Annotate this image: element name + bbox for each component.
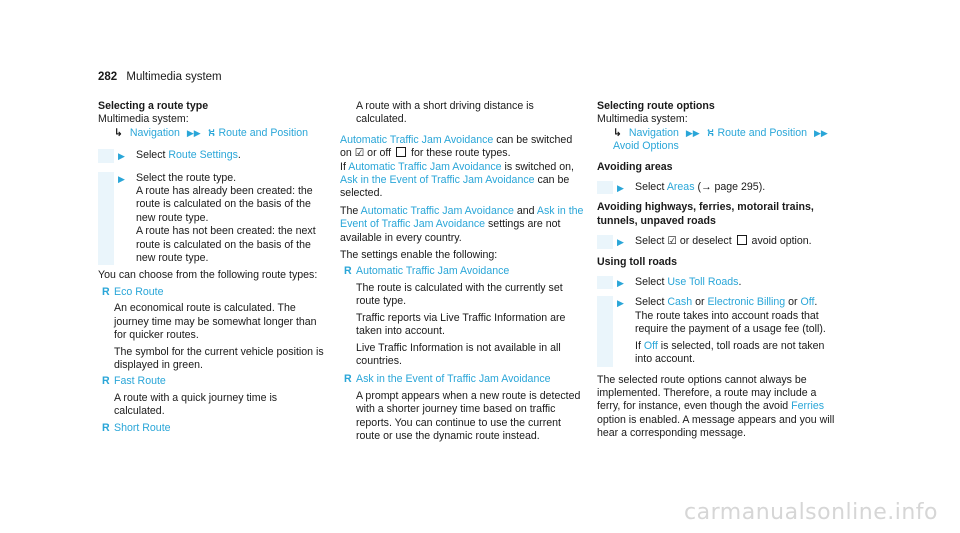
step-avoid-option: ▶ Select ☑ or deselect avoid option. <box>597 235 837 248</box>
menu-path <box>114 127 330 140</box>
path-navigation[interactable]: Navigation <box>129 126 180 139</box>
step-arrow-icon: ▶ <box>118 173 125 184</box>
route-icon: ⛕ <box>207 126 216 139</box>
eco-route-option[interactable]: Eco Route <box>114 285 164 298</box>
checkbox-checked-icon: ☑ <box>354 147 365 160</box>
route-icon: ⛕ <box>706 126 715 139</box>
step-arrow-icon: ▶ <box>118 151 125 162</box>
step-2: ▶ Select the route type. A route has already been created: the route is calculated on the basis of the new route type. A route has not been created: the next route is calculated on the basis of the new route type. <box>98 172 330 266</box>
intro-text: Multimedia system: <box>98 113 189 126</box>
page-header <box>98 71 222 83</box>
short-route-option[interactable]: Short Route <box>114 421 171 434</box>
ferries-link[interactable]: Ferries <box>791 400 825 413</box>
list-item-eco: R Eco Route <box>98 286 330 299</box>
areas-link[interactable]: Areas <box>666 181 695 194</box>
path-arrow-icon: ↳ <box>613 126 622 139</box>
page-number: 282 <box>98 71 118 83</box>
step-toll-payment: ▶ Select Cash or Electronic Billing or Off. The route takes into account roads that require the payment of a usage fee (toll). If Off is selected, toll roads are not taken into account. <box>597 296 837 366</box>
step-1: ▶ Select Route Settings. <box>98 149 330 162</box>
use-toll-roads-link[interactable]: Use Toll Roads <box>667 276 739 289</box>
list-item-ataj: R Automatic Traffic Jam Avoidance <box>344 265 510 278</box>
step-arrow-icon: ▶ <box>617 278 624 289</box>
fast-route-option[interactable]: Fast Route <box>114 375 166 388</box>
checkbox-checked-icon: ☑ <box>667 235 677 248</box>
column-1: Selecting a route type Multimedia system: ↳ Navigation ▶▶ ⛕ Route and Position ▶ Select Route Settings. ▶ Select the route type. A route has already been created: the route is calculated on the basis of the new route type. A route has not been created: the next route is calculated on the basis of the new route type. You can choose from the following route types: R Eco Route An economical route is calculated. The journey time may be somewhat longer than for quicker routes. The symbol for the current vehicle position is displayed in green. R Fast Route A route with a quick journey time is calculated. R Short Route <box>98 100 330 435</box>
path-separator-icon: ▶▶ <box>685 127 700 138</box>
menu-path: ↳ Navigation ▶▶ ⛕ Route and Position ▶▶ Avoid Options <box>613 126 828 153</box>
column-2: A route with a short driving distance is calculated. Automatic Traffic Jam Avoidance can be switched on ☑ or off for these route types. If Automatic Traffic Jam Avoidance is switched on, Ask in the Event of Traffic Jam Avoidance can be selected. The Automatic Traffic Jam Avoidance and Ask in the Event of Traffic Jam Avoidance settings are not available in every country. The settings enable the following: R Automatic Traffic Jam Avoidance The route is calculated with the currently set route type. Traffic reports via Live Traffic Information are taken into account. Live Traffic Information is not available in all countries. R Ask in the Event of Traffic Jam Avoidance A prompt appears when a new route is detected with a shorter journey time based on traffic reports. You can continue to use the current route or use the dynamic route instead. <box>340 100 586 443</box>
step-arrow-icon: ▶ <box>617 183 624 194</box>
electronic-billing-link[interactable]: Electronic Billing <box>707 296 786 309</box>
ataj-link[interactable]: Automatic Traffic Jam Avoidance <box>340 133 494 146</box>
step-toll-roads: ▶ Select Use Toll Roads. <box>597 276 837 289</box>
list-item-fast: R Fast Route <box>98 375 330 388</box>
final-note: The selected route options cannot always be implemented. Therefore, a route may include a ferry, for instance, even though the avoid Ferries option is enabled. A message appears and you will hear a corresponding message. <box>597 373 835 440</box>
step-arrow-icon: ▶ <box>617 298 624 309</box>
step-arrow-icon: ▶ <box>617 237 624 248</box>
route-settings-link[interactable]: Route Settings <box>168 149 238 162</box>
cash-link[interactable]: Cash <box>667 296 693 309</box>
step-areas: ▶ Select Areas (→ page 295). <box>597 181 837 194</box>
checkbox-empty-icon <box>396 147 406 157</box>
path-separator-icon: ▶▶ <box>186 127 201 138</box>
ask-in-event-link[interactable]: Ask in the Event of Traffic Jam Avoidance <box>340 174 535 187</box>
path-route-position[interactable]: Route and Position <box>218 126 309 139</box>
column-3: Selecting route options Multimedia system: ↳ Navigation ▶▶ ⛕ Route and Position ▶▶ Avoid Options Avoiding areas ▶ Select Areas (→ page 295). Avoiding highways, ferries, motorail trains, tunnels, unpaved roads ▶ Select ☑ or deselect avoid option. Using toll roads ▶ Select Use Toll Roads. ▶ Select Cash or Electronic Billing or Off. The route takes into account roads that require the payment of a usage fee (toll). If Off is selected, toll roads are not taken into account. The selected route options cannot always be implemented. Therefore, a route may include a ferry, for instance, even though the avoid Ferries option is enabled. A message appears and you will hear a corresponding message. <box>597 100 837 441</box>
path-separator-icon: ▶▶ <box>814 127 828 138</box>
off-link[interactable]: Off <box>800 296 815 309</box>
section-title: Multimedia system <box>126 71 222 83</box>
heading-route-options: Selecting route options <box>597 100 715 112</box>
path-arrow-icon: ↳ <box>114 126 123 139</box>
list-item-ask: R Ask in the Event of Traffic Jam Avoidance <box>344 373 551 386</box>
heading-route-type: Selecting a route type <box>98 100 209 112</box>
watermark: carmanualsonline.info <box>684 500 938 525</box>
checkbox-empty-icon <box>737 235 747 245</box>
list-item-short: R Short Route <box>98 422 330 435</box>
